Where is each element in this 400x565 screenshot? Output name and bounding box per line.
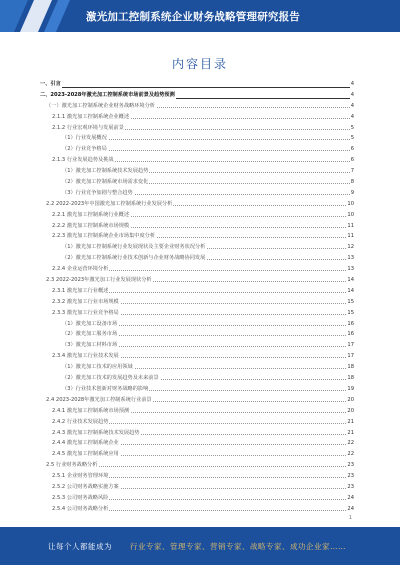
toc-entry-page: 23 [346,482,354,493]
toc-entry[interactable] [40,79,354,90]
toc-entry-page: 6 [350,155,354,166]
toc-entry-page: 17 [346,340,354,351]
toc-entry[interactable] [40,112,354,123]
toc-entry-page: 23 [346,471,354,482]
toc-entry-page: 23 [346,460,354,471]
toc-entry-label: 2.5.2 公司财务战略实施方案 [52,482,120,493]
toc-entry-page: 17 [346,351,354,362]
toc-entry-label: （1）激光加工技术的应用领域 [62,362,134,373]
toc-entry[interactable] [40,308,354,319]
toc-entry-label: 2.5 行业财务战略分析 [46,460,98,471]
toc-entry[interactable] [40,319,354,330]
toc-entry-page: 10 [346,210,354,221]
page-number: 1 [348,515,352,521]
toc-entry-page: 24 [346,504,354,515]
toc-entry-label: 2.3.3 激光加工行业竞争格局 [52,308,120,319]
page-footer-banner [0,527,400,565]
toc-entry[interactable] [40,133,354,144]
toc-entry-page: 9 [350,188,354,199]
toc-entry-label: 2.5.1 企业财务管理环境 [52,471,109,482]
toc-entry[interactable] [40,210,354,221]
toc-entry-page: 6 [350,144,354,155]
toc-entry-page: 13 [346,253,354,264]
footer-slogan-left: 让每个人都能成为 [48,542,112,551]
toc-entry-page: 5 [350,133,354,144]
toc-entry[interactable] [40,351,354,362]
toc-entry-page: 21 [346,428,354,439]
toc-entry[interactable] [40,166,354,177]
toc-entry-label: （1）行业发展概况 [62,133,108,144]
toc-entry[interactable] [40,406,354,417]
toc-entry-label: （2）激光加工控制系统市场需求变化 [62,177,149,188]
toc-entry-label: （2）激光加工服务市场 [62,329,118,340]
toc-entry-label: （1）激光加工控制系统技术发展趋势 [62,166,149,177]
toc-entry-label: 2.4.3 激光加工控制系统技术发展趋势 [52,428,140,439]
toc-entry-page: 12 [346,242,354,253]
toc-entry-page: 16 [346,329,354,340]
toc-entry-page: 8 [350,177,354,188]
toc-entry[interactable] [40,123,354,134]
toc-entry-label: （1）激光加工控制系统行业发展现状及主要企业财务状况分析 [62,242,206,253]
toc-entry[interactable] [40,275,354,286]
toc-entry-label: 二、2023-2028年激光加工控制系统市场前景及趋势预测 [40,90,176,101]
toc-entry-page: 18 [346,373,354,384]
toc-entry[interactable] [40,449,354,460]
toc-entry-label: 2.3 2022-2023年激光加工行业发展现状分析 [46,275,153,286]
toc-entry[interactable] [40,428,354,439]
toc-entry-page: 4 [350,101,354,112]
toc-entry-page: 4 [350,79,354,90]
toc-entry-page: 15 [346,297,354,308]
toc-entry-page: 22 [346,438,354,449]
toc-entry-label: 2.2.1 激光加工控制系统行业概述 [52,210,130,221]
footer-slogan-right: 行业专家、管理专家、营销专家、战略专家、成功企业家…… [130,542,346,551]
toc-entry-page: 20 [346,406,354,417]
toc-entry[interactable] [40,221,354,232]
toc-entry-label: 2.4.4 激光加工控制系统企业 [52,438,120,449]
toc-entry-label: 2.4.5 激光加工控制系统应用 [52,449,120,460]
toc-entry-page: 24 [346,493,354,504]
toc-entry[interactable] [40,373,354,384]
table-of-contents [40,79,354,515]
toc-entry[interactable] [40,188,354,199]
toc-entry[interactable] [40,417,354,428]
toc-entry[interactable] [40,144,354,155]
toc-entry-page: 13 [346,264,354,275]
toc-dot-leader [40,87,354,88]
toc-entry[interactable] [40,438,354,449]
toc-entry-label: 一、引言 [40,79,62,90]
toc-entry-page: 16 [346,319,354,330]
toc-entry-label: 2.4 2023-2028年激光加工控制系统行业前景 [46,395,153,406]
toc-entry-label: 2.4.2 行业技术发展趋势 [52,417,109,428]
toc-entry[interactable] [40,504,354,515]
toc-entry-page: 15 [346,308,354,319]
toc-entry[interactable] [40,460,354,471]
toc-entry-label: 2.2.3 激光加工控制系统企业市场集中度分析 [52,231,156,242]
toc-entry[interactable] [40,242,354,253]
toc-entry-page: 10 [346,199,354,210]
toc-entry[interactable] [40,471,354,482]
toc-entry[interactable] [40,199,354,210]
report-title: 激光加工控制系统企业财务战略管理研究报告 [86,11,300,23]
toc-entry-page: 21 [346,417,354,428]
toc-entry-label: （2）激光加工控制系统行业技术创新与企业财务战略协同发展 [62,253,206,264]
toc-entry-label: 2.3.1 激光加工行业概述 [52,286,109,297]
toc-entry-page: 4 [350,112,354,123]
toc-entry-page: 7 [350,166,354,177]
toc-entry-label: 2.2.2 激光加工控制系统市场规模 [52,221,130,232]
toc-entry-page: 11 [346,231,354,242]
toc-entry[interactable] [40,493,354,504]
toc-entry-page: 20 [346,395,354,406]
toc-entry[interactable] [40,395,354,406]
toc-entry-label: （1）激光加工设备市场 [62,319,118,330]
toc-entry-label: 2.2 2022-2023年中国激光加工控制系统行业发展分析 [46,199,173,210]
toc-entry-page: 19 [346,384,354,395]
header-decoration-stripes [0,0,90,32]
toc-entry[interactable] [40,231,354,242]
toc-entry-page: 14 [346,275,354,286]
toc-entry-label: （一）激光加工控制系统企业财务战略环境分析 [46,101,156,112]
toc-entry[interactable] [40,482,354,493]
toc-entry-label: 2.5.4 公司财务战略分析 [52,504,109,515]
toc-entry-label: （2）行业竞争格局 [62,144,108,155]
toc-entry-page: 18 [346,362,354,373]
toc-entry-label: （3）激光加工材料市场 [62,340,118,351]
toc-entry-label: 2.3.4 激光加工行业技术发展 [52,351,120,362]
toc-entry-label: 2.1.1 激光加工控制系统企业概述 [52,112,130,123]
toc-entry[interactable] [40,297,354,308]
toc-entry-page: 5 [350,123,354,134]
toc-entry-label: 2.4.1 激光加工控制系统市场预测 [52,406,130,417]
page-header-banner [0,0,400,32]
toc-entry[interactable] [40,362,354,373]
toc-entry-label: （3）行业技术创新对财务战略的影响 [62,384,149,395]
toc-entry-label: 2.2.4 企业运营环境分析 [52,264,109,275]
toc-entry[interactable] [40,101,354,112]
toc-entry-label: 2.5.3 公司财务战略风险 [52,493,109,504]
toc-entry-label: 2.1.2 行业宏观环境与发展前景 [52,123,125,134]
toc-entry-page: 22 [346,449,354,460]
toc-entry-page: 11 [346,221,354,232]
toc-entry[interactable] [40,384,354,395]
toc-entry[interactable] [40,90,354,101]
toc-entry[interactable] [40,177,354,188]
toc-entry[interactable] [40,253,354,264]
toc-entry[interactable] [40,264,354,275]
toc-entry-label: 2.1.3 行业发展趋势及挑战 [52,155,115,166]
toc-entry-page: 14 [346,286,354,297]
toc-entry[interactable] [40,340,354,351]
toc-heading: 内容目录 [171,57,228,71]
toc-entry-label: （2）激光加工技术的发展趋势及未来前景 [62,373,160,384]
toc-entry-label: 2.3.2 激光加工行业市场规模 [52,297,120,308]
toc-entry-label: （3）行业竞争加剧与整合趋势 [62,188,134,199]
toc-entry[interactable] [40,286,354,297]
toc-entry[interactable] [40,155,354,166]
toc-entry[interactable] [40,329,354,340]
toc-entry-page: 4 [350,90,354,101]
